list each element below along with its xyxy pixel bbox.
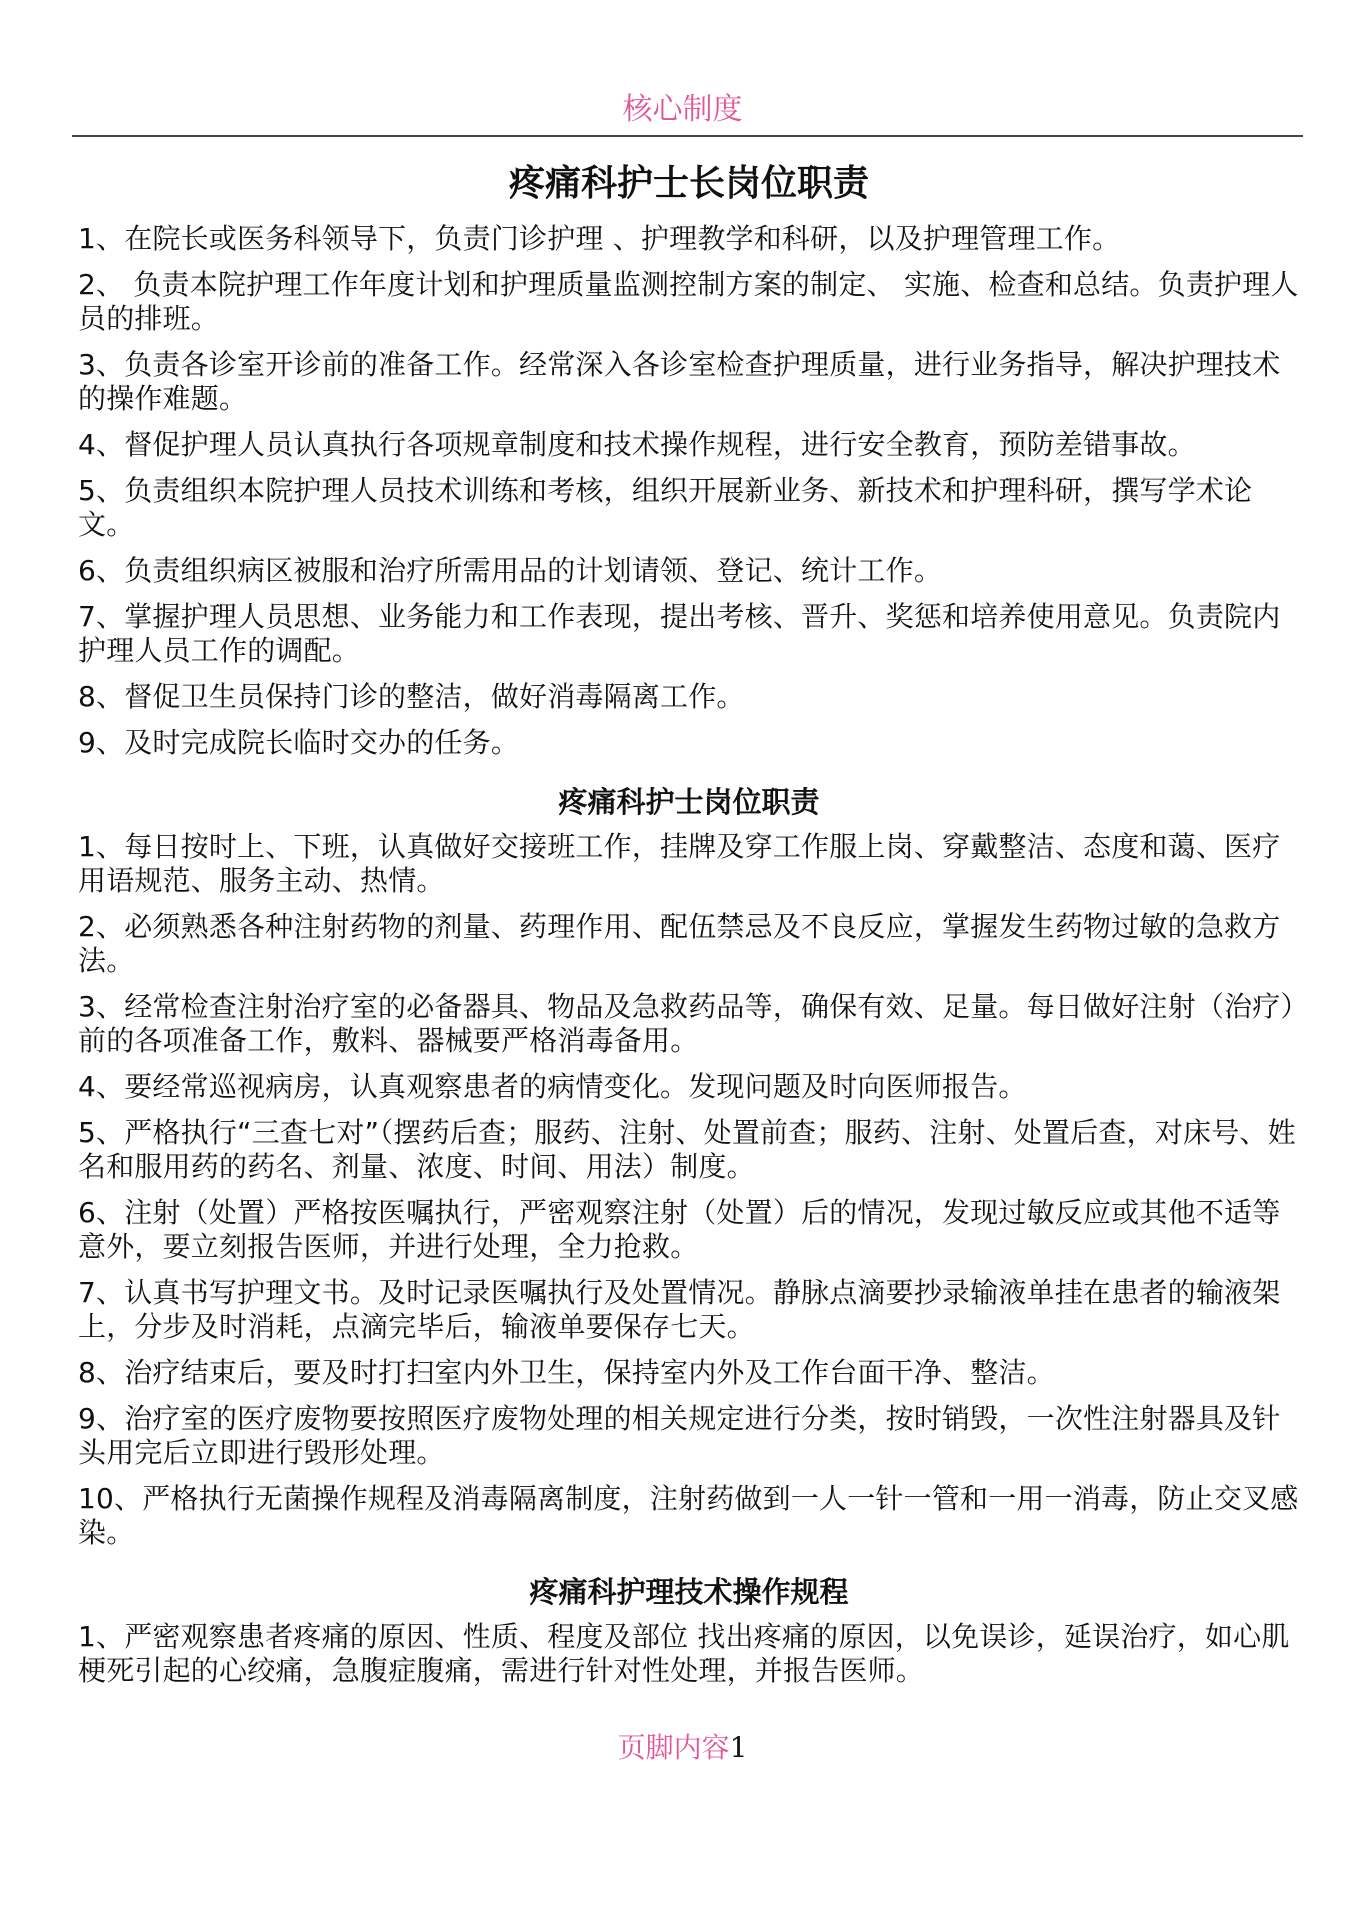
list-item: 4、督促护理人员认真执行各项规章制度和技术操作规程，进行安全教育，预防差错事故。 (78, 428, 1196, 461)
list-item: 2、必须熟悉各种注射药物的剂量、药理作用、配伍禁忌及不良反应，掌握发生药物过敏的急救方法。 (78, 910, 1281, 977)
list-item: 9、及时完成院长临时交办的任务。 (78, 726, 520, 759)
list-item: 1、每日按时上、下班，认真做好交接班工作，挂牌及穿工作服上岗、穿戴整洁、态度和蔼、医疗用语规范、服务主动、热情。 (78, 830, 1281, 897)
footer-label: 页脚内容 (617, 1731, 730, 1764)
section-title: 疼痛科护理技术操作规程 (529, 1575, 849, 1609)
list-item: 1、在院长或医务科领导下，负责门诊护理 、护理教学和科研，以及护理管理工作。 (78, 222, 1121, 255)
list-item: 10、严格执行无菌操作规程及消毒隔离制度，注射药做到一人一针一管和一用一消毒，防止交叉感染。 (78, 1482, 1299, 1549)
section-title: 疼痛科护士长岗位职责 (508, 163, 869, 204)
list-item: 3、经常检查注射治疗室的必备器具、物品及急救药品等，确保有效、足量。每日做好注射（治疗）前的各项准备工作，敷料、器械要严格消毒备用。 (78, 990, 1295, 1057)
page-footer (0, 1728, 1365, 1768)
section-list (78, 1620, 1300, 1688)
list-item: 6、负责组织病区被服和治疗所需用品的计划请领、登记、统计工作。 (78, 554, 943, 587)
page-number: 1 (729, 1731, 748, 1764)
list-item: 4、要经常巡视病房，认真观察患者的病情变化。发现问题及时向医师报告。 (78, 1070, 1027, 1103)
list-item: 5、负责组织本院护理人员技术训练和考核，组织开展新业务、新技术和护理科研，撰写学术论文。 (78, 474, 1253, 541)
list-item: 3、负责各诊室开诊前的准备工作。经常深入各诊室检查护理质量，进行业务指导，解决护理技术的操作难题。 (78, 348, 1281, 415)
list-item: 6、注射（处置）严格按医嘱执行，严密观察注射（处置）后的情况，发现过敏反应或其他不适等意外，要立刻报告医师，并进行处理，全力抢救。 (78, 1196, 1281, 1263)
list-item: 5、严格执行“三查七对”（摆药后查；服药、注射、处置前查；服药、注射、处置后查，对床号、姓名和服用药的药名、剂量、浓度、时间、用法）制度。 (78, 1116, 1296, 1183)
document-body (78, 160, 1300, 1700)
list-item: 7、认真书写护理文书。及时记录医嘱执行及处置情况。静脉点滴要抄录输液单挂在患者的输液架上，分步及时消耗，点滴完毕后，输液单要保存七天。 (78, 1276, 1281, 1343)
header-divider (72, 135, 1303, 137)
list-item: 2、 负责本院护理工作年度计划和护理质量监测控制方案的制定、 实施、检查和总结。负责护理人员的排班。 (78, 268, 1299, 335)
list-item: 7、掌握护理人员思想、业务能力和工作表现，提出考核、晋升、奖惩和培养使用意见。负责院内护理人员工作的调配。 (78, 600, 1281, 667)
section-list (78, 222, 1300, 760)
list-item: 8、督促卫生员保持门诊的整洁，做好消毒隔离工作。 (78, 680, 745, 713)
list-item: 9、治疗室的医疗废物要按照医疗废物处理的相关规定进行分类，按时销毁，一次性注射器具及针头用完后立即进行毁形处理。 (78, 1402, 1281, 1469)
section-list (78, 830, 1300, 1550)
list-item: 1、严密观察患者疼痛的原因、性质、程度及部位 找出疼痛的原因，以免误诊，延误治疗，如心肌梗死引起的心绞痛，急腹症腹痛，需进行针对性处理，并报告医师。 (78, 1620, 1290, 1687)
list-item: 8、治疗结束后，要及时打扫室内外卫生，保持室内外及工作台面干净、整洁。 (78, 1356, 1055, 1389)
section-title: 疼痛科护士岗位职责 (558, 785, 820, 819)
page-header: 核心制度 (622, 92, 743, 127)
